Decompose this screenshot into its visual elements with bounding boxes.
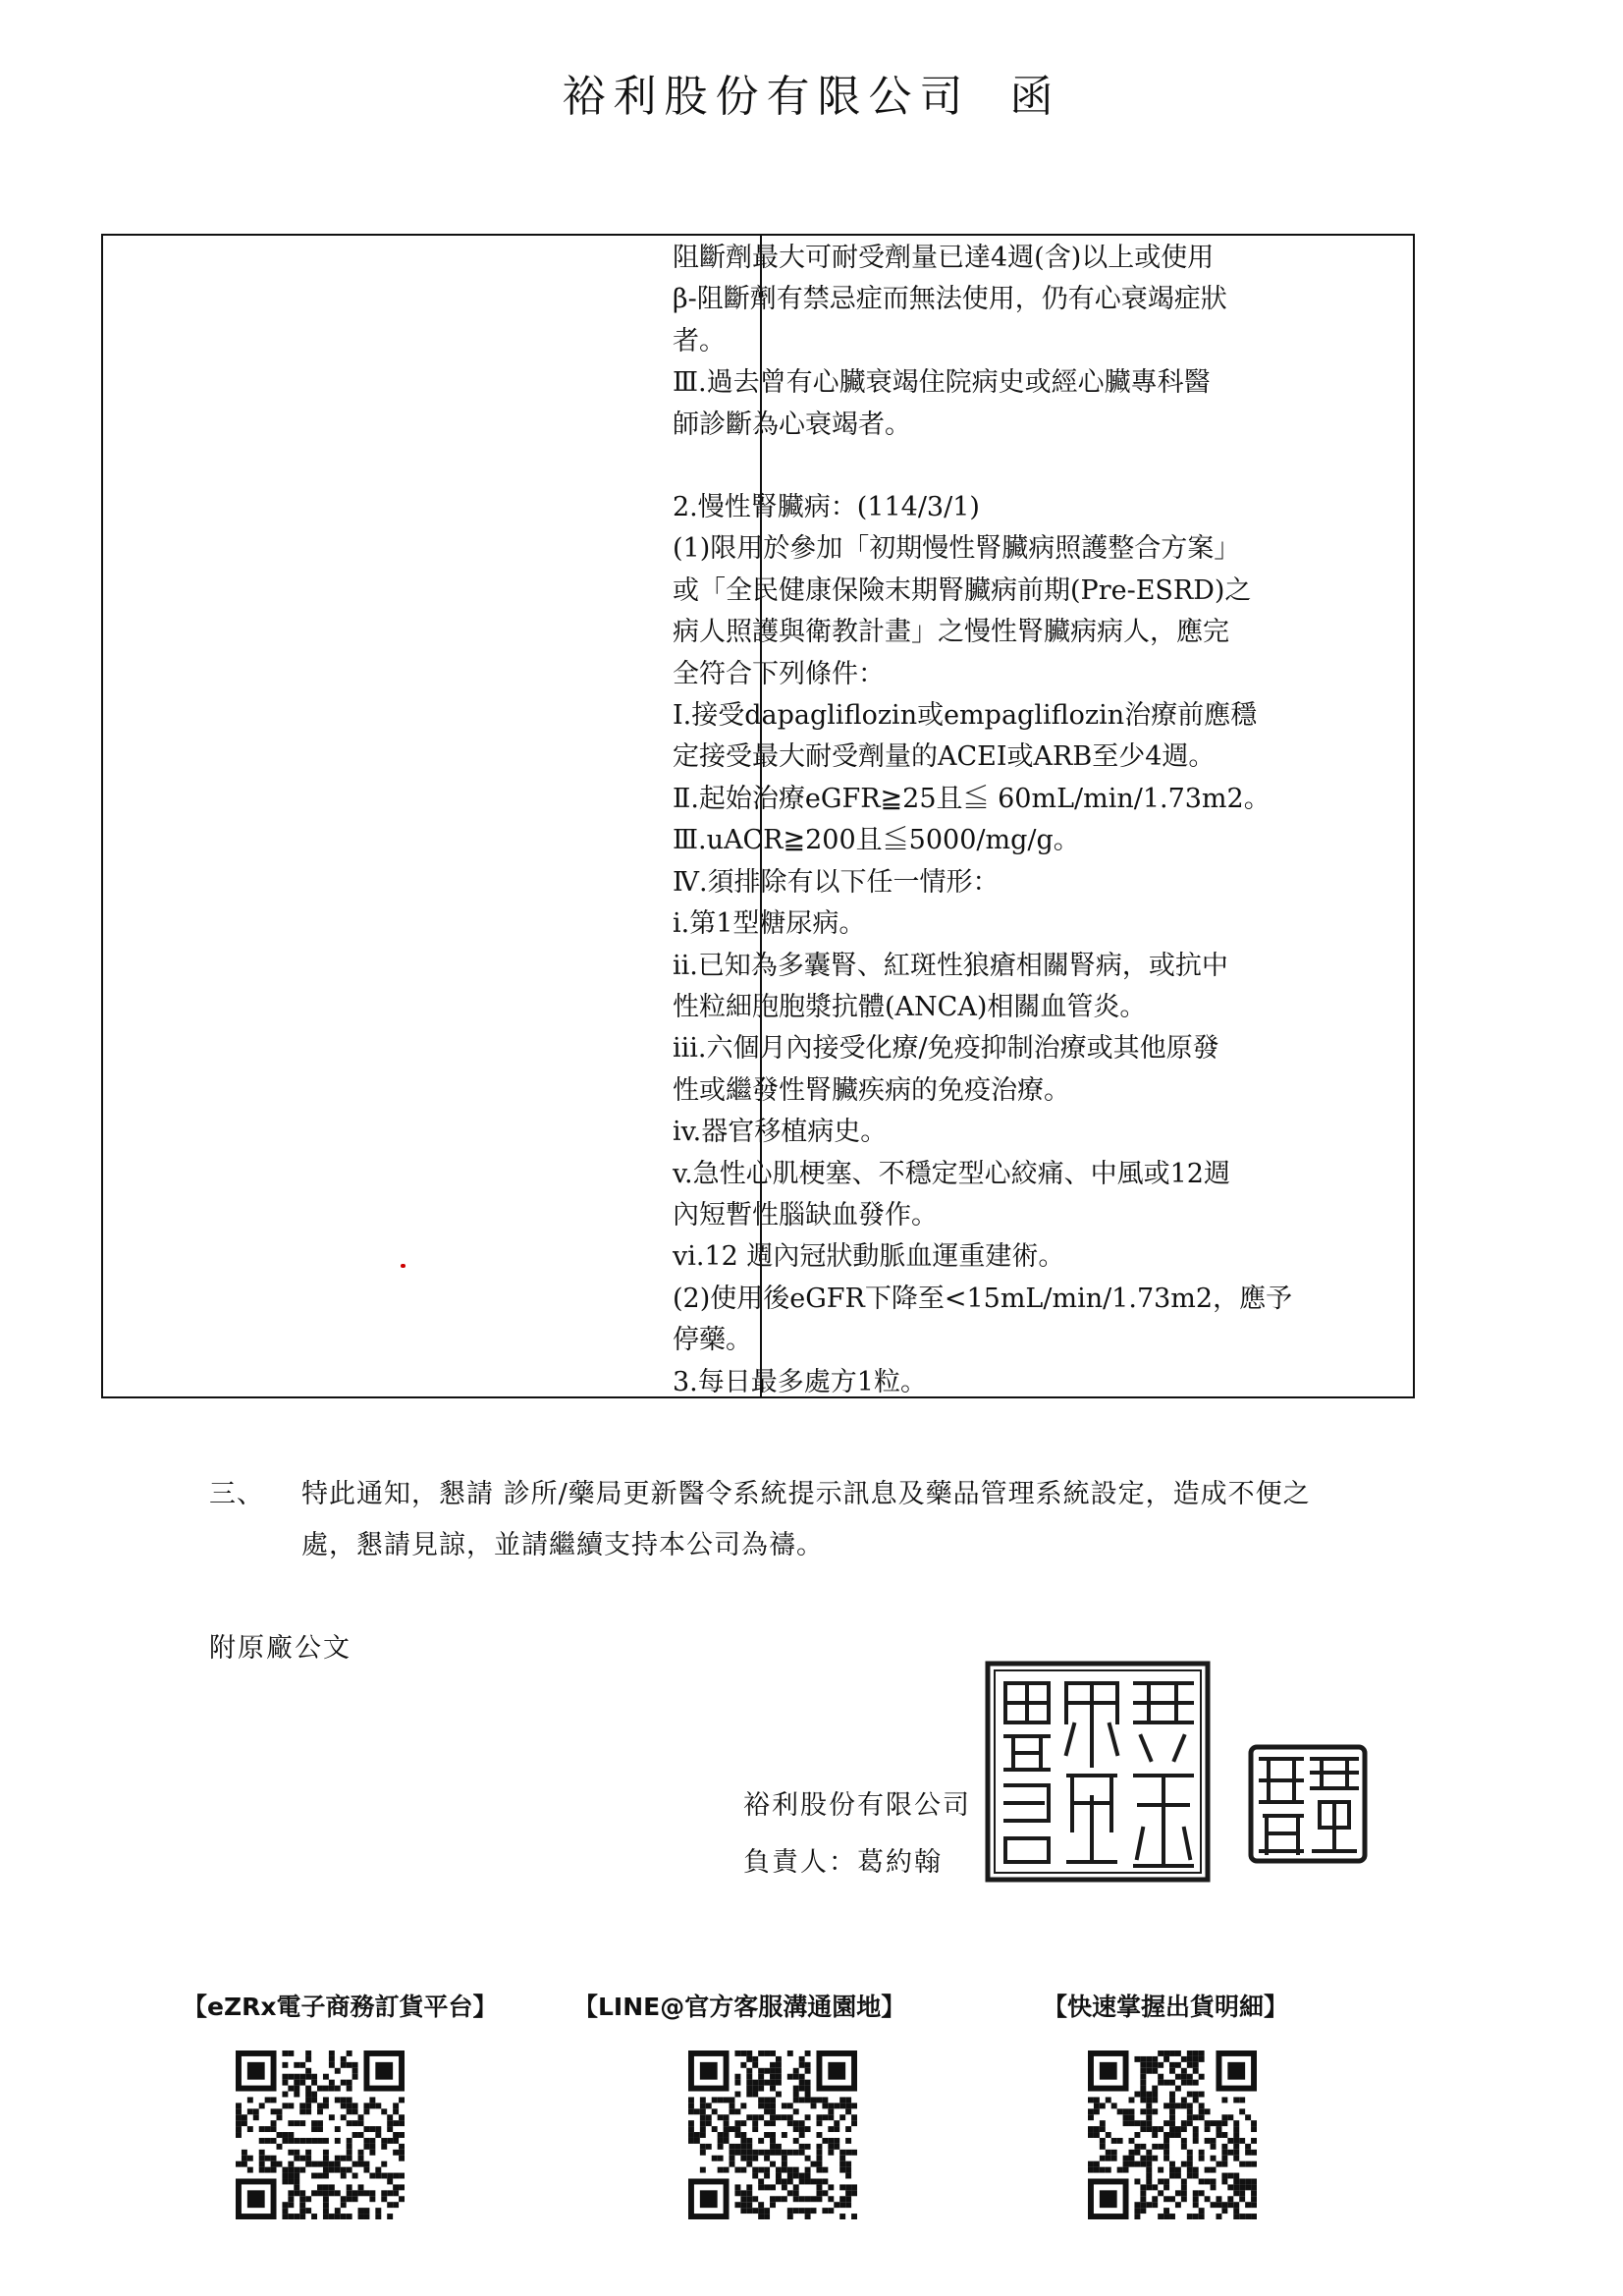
cell-text-line: 停藥。 [673, 1325, 752, 1356]
table-right-cell [673, 238, 1301, 1403]
notice-line-1: 特此通知，懇請 診所/藥局更新醫令系統提示訊息及藥品管理系統設定，造成不便之 [301, 1479, 1311, 1509]
cell-text-line: 阻斷劑最大可耐受劑量已達4週(含)以上或使用 [673, 243, 1215, 273]
attachment-note: 附原廠公文 [209, 1633, 352, 1664]
qr-title-ezrx-platform: 【eZRx電子商務訂貨平台】 [183, 1993, 498, 2021]
cell-text-line: 定接受最大耐受劑量的ACEI或ARB至少4週。 [673, 741, 1216, 773]
notice-line-2: 處，懇請見諒，並請繼續支持本公司為禱。 [301, 1530, 824, 1560]
signature-person: 負責人：葛約翰 [743, 1847, 943, 1878]
cell-text-line: 者。 [673, 325, 726, 356]
cell-text-line: Ⅰ.接受dapagliflozin或empagliflozin治療前應穩 [673, 700, 1258, 732]
cell-text-line: 病人照護與衛教計畫」之慢性腎臟病病人，應完 [673, 617, 1229, 648]
company-seal-stamp [984, 1660, 1212, 1884]
signature-company: 裕利股份有限公司 [743, 1790, 971, 1821]
cell-text-line: vi.12 週內冠狀動脈血運重建術。 [673, 1241, 1065, 1273]
notice-paragraph [209, 1469, 1397, 1571]
cell-text-line: 內短暫性腦缺血發作。 [673, 1199, 938, 1230]
cell-text-line: iv.器官移植病史。 [673, 1117, 888, 1148]
cell-text-line: 師診斷為心衰竭者。 [673, 409, 911, 440]
company-name: 裕利股份有限公司 [562, 72, 971, 122]
cell-text-line: Ⅲ.uACR≧200且≦5000/mg/g。 [673, 825, 1080, 856]
cell-text-line: (1)限用於參加「初期慢性腎臟病照護整合方案」 [673, 533, 1241, 565]
qr-title-shipment-details: 【快速掌握出貨明細】 [1043, 1993, 1289, 2021]
cell-text-line: 2.慢性腎臟病：(114/3/1) [673, 492, 980, 523]
cell-text-line: 性粒細胞胞漿抗體(ANCA)相關血管炎。 [673, 991, 1147, 1022]
cell-text-line: 或「全民健康保險末期腎臟病前期(Pre-ESRD)之 [673, 574, 1252, 606]
cell-text-line: Ⅲ.過去曾有心臟衰竭住院病史或經心臟專科醫 [673, 367, 1211, 399]
cell-text-line: β-阻斷劑有禁忌症而無法使用，仍有心衰竭症狀 [673, 284, 1227, 315]
cell-text-line: 性或繼發性腎臟疾病的免疫治療。 [673, 1074, 1070, 1106]
qr-code-ezrx-platform[interactable] [236, 2050, 405, 2219]
red-mark [401, 1264, 406, 1268]
page-title [0, 61, 1623, 124]
blank-line [673, 446, 1301, 487]
cell-text-line: Ⅱ.起始治療eGFR≧25且≦ 60mL/min/1.73m2。 [673, 783, 1271, 814]
notice-number: 三、 [209, 1479, 264, 1509]
cell-text-line: ii.已知為多囊腎、紅斑性狼瘡相關腎病，或抗中 [673, 950, 1228, 981]
cell-text-line: v.急性心肌梗塞、不穩定型心絞痛、中風或12週 [673, 1158, 1230, 1189]
cell-text-line: (2)使用後eGFR下降至<15mL/min/1.73m2，應予 [673, 1283, 1293, 1314]
document-type: 函 [1009, 72, 1061, 122]
cell-text-line: i.第1型糖尿病。 [673, 908, 866, 940]
cell-text-line: Ⅳ.須排除有以下任一情形： [673, 866, 1000, 898]
cell-text-line: iii.六個月內接受化療/免疫抑制治療或其他原發 [673, 1033, 1219, 1065]
cell-text-line: 3.每日最多處方1粒。 [673, 1366, 927, 1397]
personal-seal-stamp [1247, 1743, 1369, 1865]
qr-code-line-service[interactable] [688, 2050, 857, 2219]
cell-text-line: 全符合下列條件： [673, 658, 885, 689]
qr-title-line-service: 【LINE@官方客服溝通園地】 [573, 1993, 906, 2021]
qr-code-shipment-details[interactable] [1088, 2050, 1257, 2219]
